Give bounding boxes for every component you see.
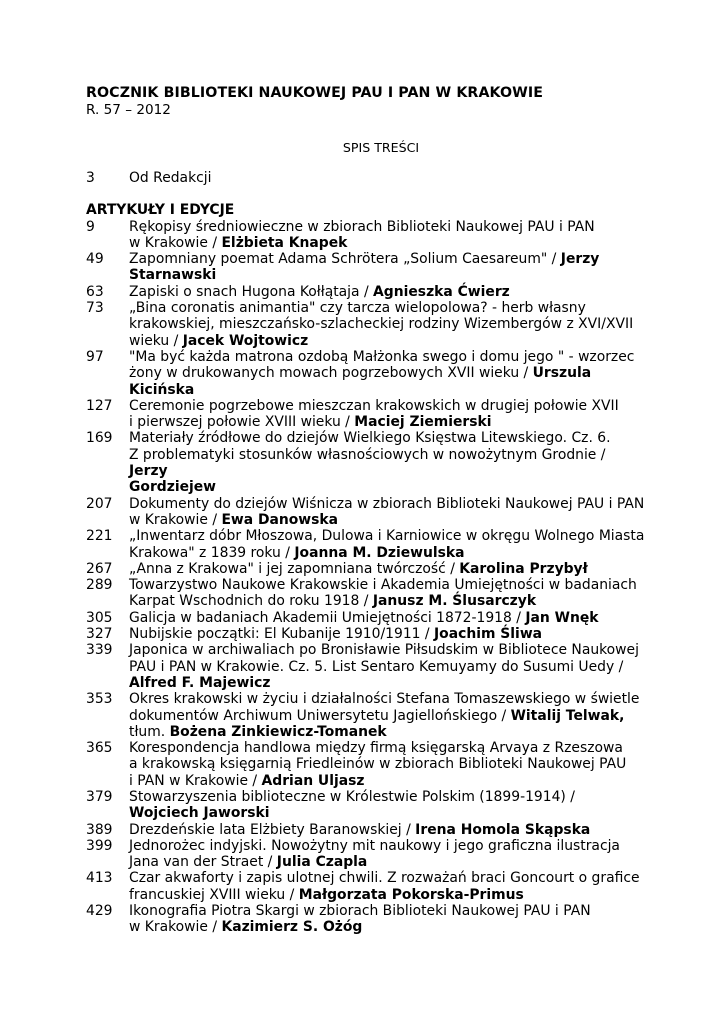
entry-line [129,284,646,300]
page-number: 169 [86,430,113,447]
page-number: 339 [86,642,113,659]
author-name: Maciej Ziemierski [354,414,492,431]
toc-entry [86,561,646,577]
entry-text [129,626,646,642]
title-text: Korespondencja handlowa między firmą księgarską Arvaya z Rzeszowa [129,740,623,757]
page-number: 97 [86,348,104,365]
page-number: 63 [86,283,104,300]
page-number: 127 [86,397,113,414]
page-number: 305 [86,609,113,626]
page-number: 267 [86,560,113,577]
title-text: w Krakowie / [129,511,222,528]
title-text: Jana van der Straet / [129,854,277,871]
entry-text [129,219,646,252]
entry-line [129,659,646,675]
page-number: 327 [86,626,113,643]
entry-line [129,838,646,854]
title-text: Zapomniany poemat Adama Schrötera „Solium Caesareum" / [129,251,561,268]
entry-line [129,349,646,365]
author-name: Irena Homola Skąpska [415,821,591,838]
entry-line [129,398,646,414]
author-name: Bożena Zinkiewicz-Tomanek [169,723,387,740]
entry-text [129,838,646,871]
entry-text [129,577,646,610]
entry-line [129,642,646,658]
author-name: Jerzy [129,463,168,480]
entry-line [129,496,646,512]
page-number: 429 [86,903,113,920]
toc-entry [86,626,646,642]
title-text: Nubijskie początki: El Kubanije 1910/1911 / [129,626,435,643]
entry-line [129,708,646,724]
title-text: Rękopisy średniowieczne w zbiorach Biblioteki Naukowej PAU i PAN [129,218,595,235]
toc-entry [86,300,646,349]
entry-text [129,822,646,838]
volume-line: R. 57 – 2012 [86,102,171,118]
title-text: Jednorożec indyjski. Nowożytny mit naukowy i jego graficzna ilustracja [129,837,620,854]
title-text: Okres krakowski w życiu i działalności Stefana Tomaszewskiego w świetle [129,691,640,708]
entry-line [129,545,646,561]
author-name: Adrian Uljasz [261,772,365,789]
toc-entry [86,822,646,838]
entry-line [129,626,646,642]
entry-line [129,251,646,267]
entry-text [129,496,646,529]
toc-entry [86,496,646,529]
entry-text [129,430,646,495]
toc-entry [86,610,646,626]
entry-line [129,382,646,398]
page-number: 9 [86,218,95,235]
title-text: żony w drukowanych mowach pogrzebowych XVII wieku / [129,365,533,382]
entry-text [129,561,646,577]
author-name: Jerzy [560,251,600,268]
author-name: Agnieszka Ćwierz [373,283,510,300]
toc-entry [86,528,646,561]
entry-text [129,642,646,691]
entry-line [129,561,646,577]
title-text: Dokumenty do dziejów Wiśnicza w zbiorach Biblioteki Naukowej PAU i PAN [129,495,645,512]
toc-entry [86,398,646,431]
toc-heading: SPIS TREŚCI [342,140,420,155]
title-text: "Ma być każda matrona ozdobą Małżonka swego i domu jego " - wzorzec [129,348,635,365]
entry-line [129,740,646,756]
author-name: Gordziejew [129,479,217,496]
entry-line [129,512,646,528]
toc-entry [86,219,646,252]
title-text: tłum. [129,723,170,740]
toc-entry [86,691,646,740]
title-text: wieku / [129,332,183,349]
entry-line [129,414,646,430]
toc-entries [86,219,646,936]
title-text: francuskiej XVIII wieku / [129,886,299,903]
title-text: Materiały źródłowe do dziejów Wielkiego Księstwa Litewskiego. Cz. 6. [129,430,611,447]
author-name: Joachim Śliwa [434,626,543,643]
entry-text [129,528,646,561]
entry-text [129,740,646,789]
entry-text [129,691,646,740]
entry-line [129,447,646,480]
author-name: Wojciech Jaworski [129,805,270,822]
toc-entry [86,430,646,495]
entry-text [129,398,646,431]
title-text: „Bina coronatis animantia" czy tarcza wielopolowa? - herb własny [129,300,586,317]
page-number: 49 [86,251,104,268]
title-text: Karpat Wschodnich do roku 1918 / [129,593,373,610]
author-name: Starnawski [129,267,217,284]
entry-line [129,333,646,349]
entry-line [129,219,646,235]
entry-line [129,919,646,935]
author-name: Karolina Przybył [459,560,588,577]
toc-entry [86,349,646,398]
title-text: i pierwszej połowie XVIII wieku / [129,414,355,431]
page-number: 207 [86,495,113,512]
title-text: w Krakowie / [129,234,222,251]
entry-text [129,789,646,822]
title-text: Drezdeńskie lata Elżbiety Baranowskiej / [129,821,416,838]
title-text: Czar akwaforty i zapis ulotnej chwili. Z rozważań braci Goncourt o grafice [129,870,640,887]
toc-entry [86,838,646,871]
page-number: 221 [86,528,113,545]
author-name: Alfred F. Majewicz [129,674,271,691]
entry-text [129,300,646,349]
title-text: krakowskiej, mieszczańsko-szlacheckiej rodziny Wizembergów z XVI/XVII [129,316,634,333]
author-name: Janusz M. Ślusarczyk [372,593,537,610]
title-text: Galicja w badaniach Akademii Umiejętności 1872-1918 / [129,609,526,626]
entry-line [129,756,646,772]
entry-line [129,528,646,544]
entry-line [129,577,646,593]
entry-text: Od Redakcji [129,170,212,186]
title-text: „Inwentarz dóbr Młoszowa, Dulowa i Karniowice w okręgu Wolnego Miasta [129,528,645,545]
entry-line [129,724,646,740]
toc-entry-intro [86,170,646,186]
toc-entry [86,903,646,936]
page-number: 289 [86,577,113,594]
author-name: Witalij Telwak, [510,707,625,724]
entry-line [129,235,646,251]
title-text: Ceremonie pogrzebowe mieszczan krakowskich w drugiej połowie XVII [129,397,619,414]
toc-entry [86,789,646,822]
author-name: Małgorzata Pokorska-Primus [298,886,524,903]
toc-entry [86,577,646,610]
entry-text [129,870,646,903]
author-name: Jan Wnęk [525,609,599,626]
entry-text [129,903,646,936]
entry-text [129,251,646,284]
entry-line [129,479,646,495]
entry-line [129,675,646,691]
entry-line [129,887,646,903]
author-name: Urszula [532,365,592,382]
title-text: dokumentów Archiwum Uniwersytetu Jagiellońskiego / [129,707,511,724]
entry-line [129,773,646,789]
entry-line [129,365,646,381]
title-text: Zapiski o snach Hugona Kołłątaja / [129,283,374,300]
page-number: 413 [86,870,113,887]
page-number: 73 [86,300,104,317]
page-number: 3 [86,170,95,186]
entry-line [129,822,646,838]
entry-text [129,610,646,626]
journal-title: ROCZNIK BIBLIOTEKI NAUKOWEJ PAU I PAN W KRAKOWIE [86,85,544,101]
author-name: Ewa Danowska [221,511,339,528]
toc-entry [86,251,646,284]
title-text: Z problematyki stosunków własnościowych w nowożytnym Grodnie / [129,446,606,463]
entry-line [129,300,646,316]
page-number: 389 [86,821,113,838]
title-text: Towarzystwo Naukowe Krakowskie i Akademia Umiejętności w badaniach [129,577,637,594]
entry-line [129,789,646,805]
entry-line [129,316,646,332]
entry-line [129,691,646,707]
title-text: i PAN w Krakowie / [129,772,262,789]
author-name: Jacek Wojtowicz [182,332,309,349]
author-name: Joanna M. Dziewulska [294,544,465,561]
entry-line [129,854,646,870]
page-number: 365 [86,740,113,757]
title-text: Stowarzyszenia biblioteczne w Królestwie Polskim (1899-1914) / [129,788,575,805]
title-text: w Krakowie / [129,919,222,936]
entry-line [129,267,646,283]
entry-line [129,593,646,609]
entry-line [129,610,646,626]
toc-entry [86,284,646,300]
author-name: Elżbieta Knapek [221,234,348,251]
toc-entry [86,870,646,903]
title-text: Japonica w archiwaliach po Bronisławie Piłsudskim w Bibliotece Naukowej [129,642,639,659]
title-text: Krakowa" z 1839 roku / [129,544,295,561]
author-name: Kazimierz S. Ożóg [221,919,363,936]
entry-text [129,349,646,398]
page-number: 399 [86,837,113,854]
entry-line [129,430,646,446]
page-number: 379 [86,788,113,805]
author-name: Julia Czapla [276,854,368,871]
title-text: „Anna z Krakowa" i jej zapomniana twórczość / [129,560,460,577]
toc-entry [86,740,646,789]
toc-entry [86,642,646,691]
title-text: Ikonografia Piotra Skargi w zbiorach Biblioteki Naukowej PAU i PAN [129,903,591,920]
document-page [86,84,646,936]
entry-line [129,870,646,886]
title-text: PAU i PAN w Krakowie. Cz. 5. List Sentaro Kemuyamy do Susumi Uedy / [129,658,624,675]
entry-line [129,805,646,821]
entry-text [129,284,646,300]
page-number: 353 [86,691,113,708]
title-text: a krakowską księgarnią Friedleinów w zbiorach Biblioteki Naukowej PAU [129,756,627,773]
section-heading: ARTYKUŁY I EDYCJE [86,202,235,219]
entry-line [129,903,646,919]
author-name: Kicińska [129,381,195,398]
